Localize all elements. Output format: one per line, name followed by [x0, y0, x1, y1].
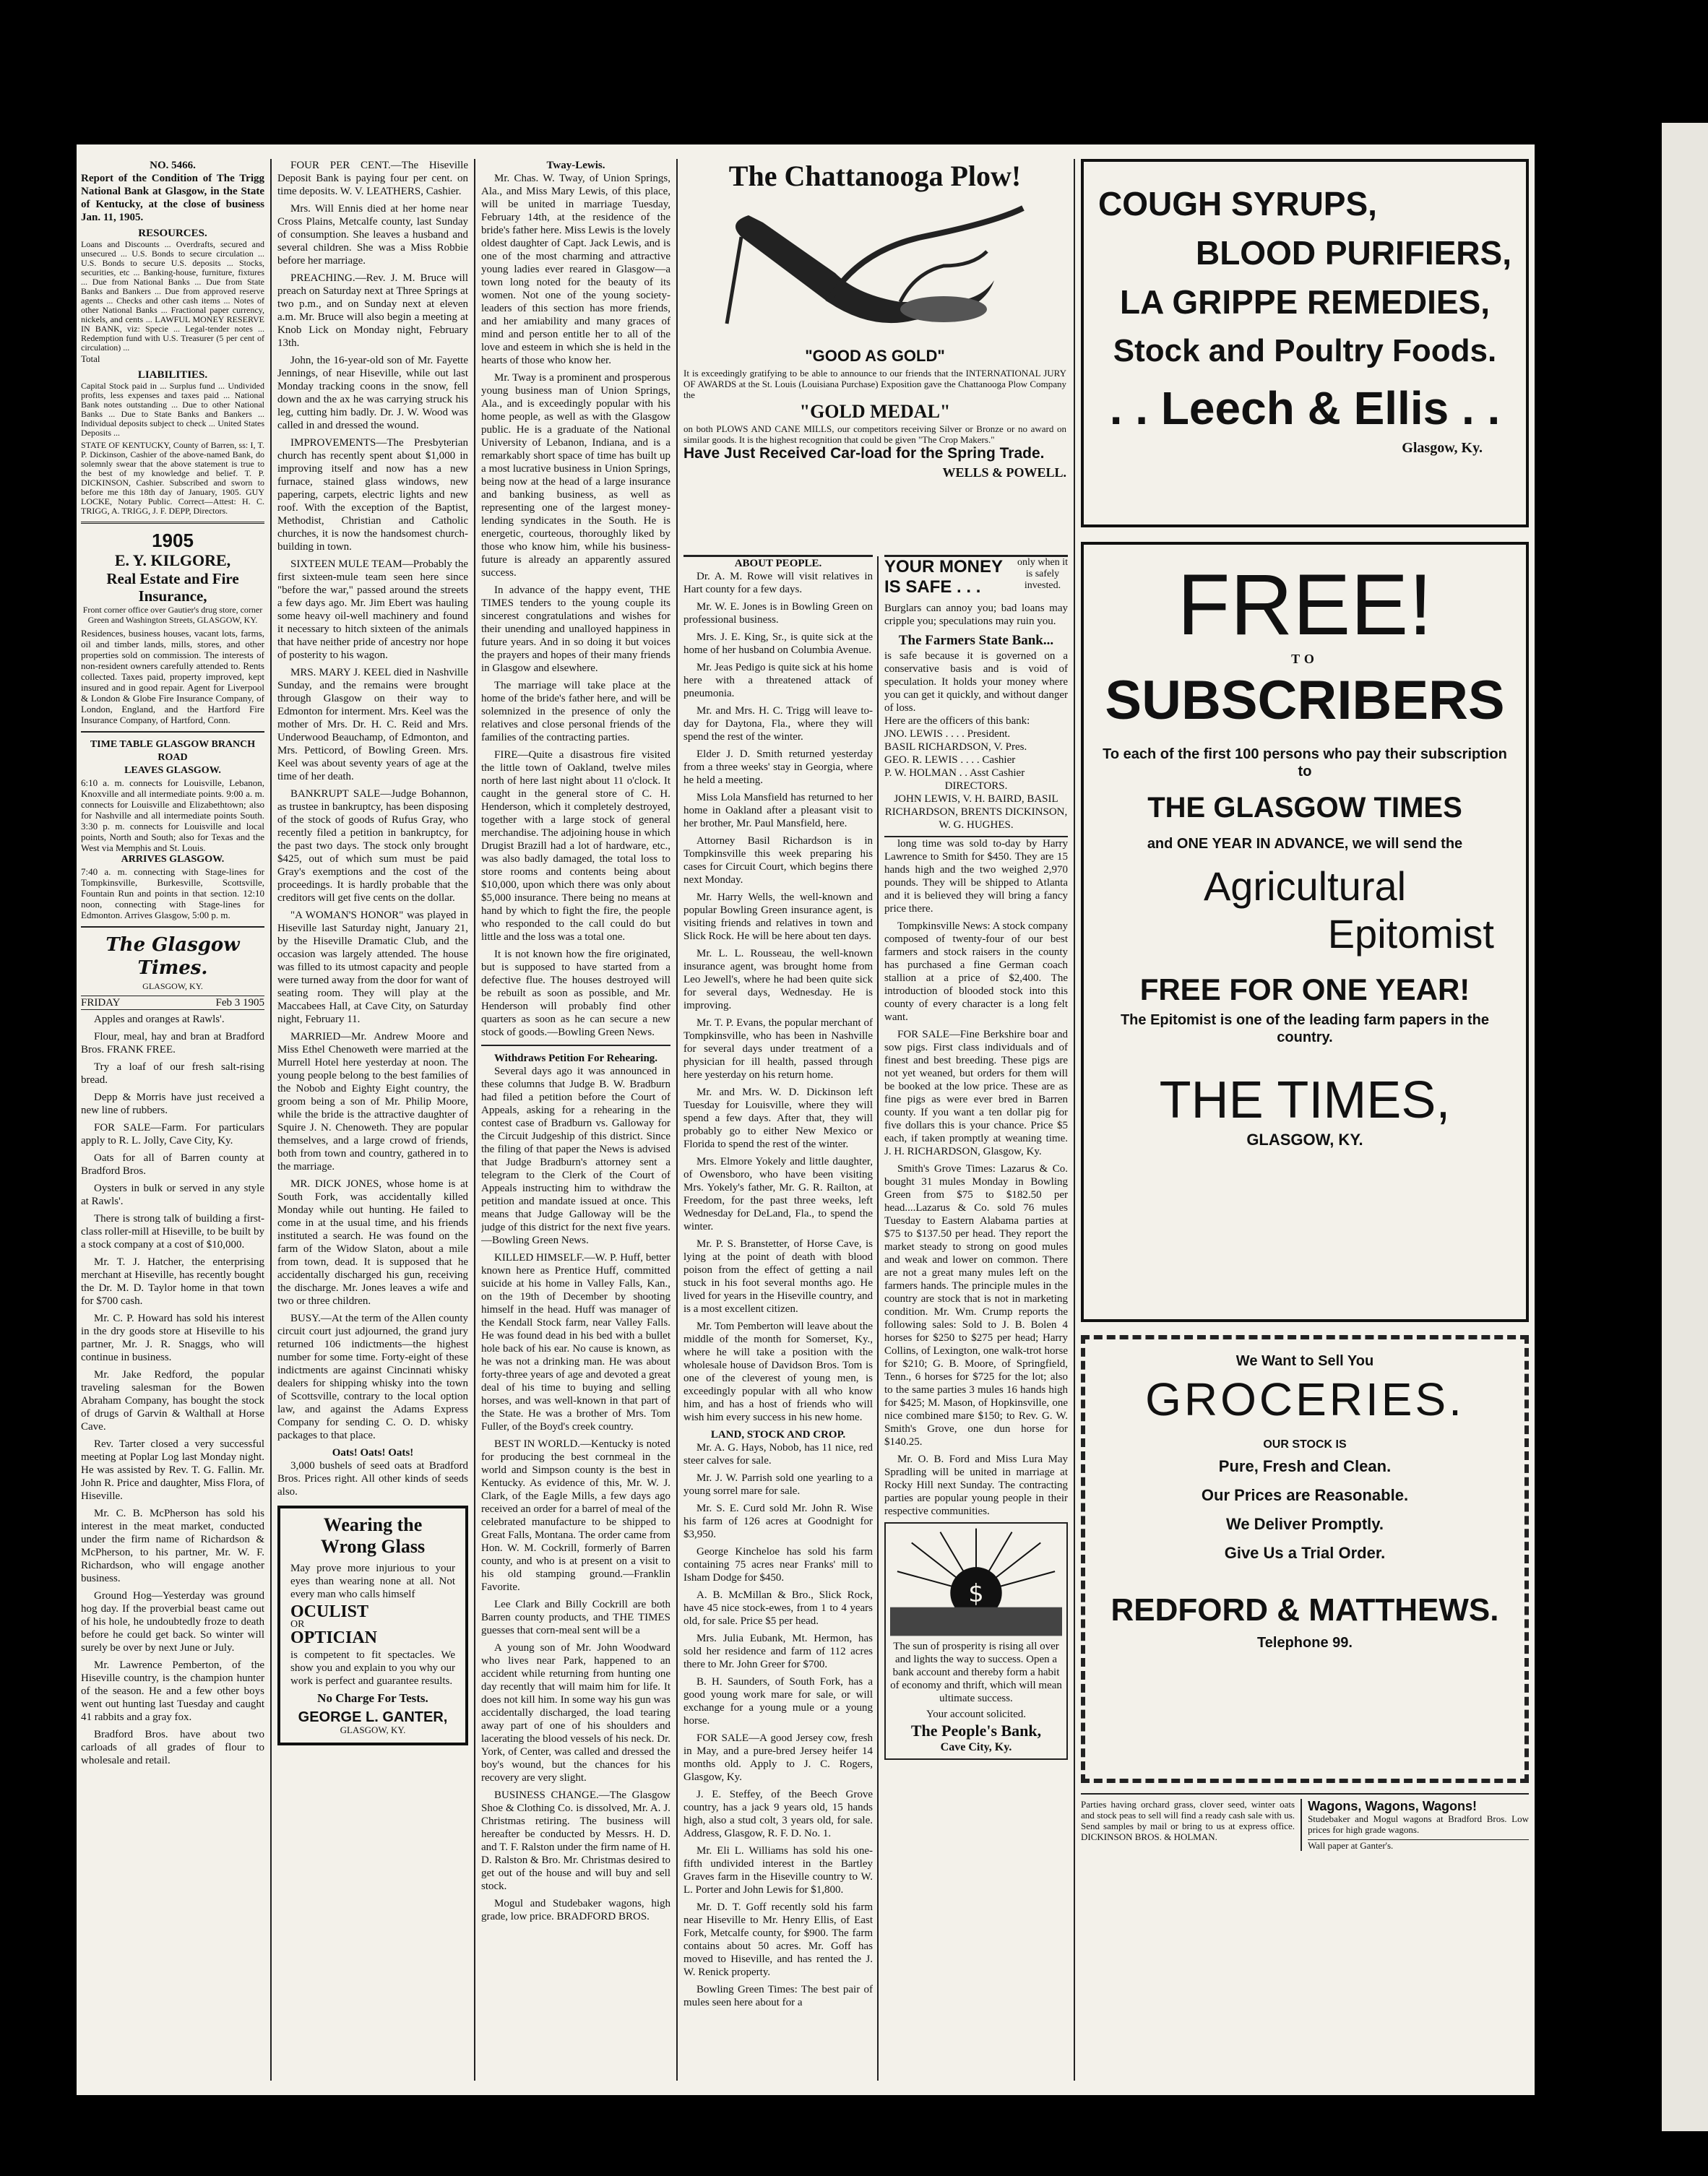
people-item: Mrs. Elmore Yokely and little daughter, of Owensboro, who have been visiting Mrs. Yokely's father, Mr. G. R. Railton, at Freedom, for the past three weeks, left Wednesday for DeLand, Fla., to spend the winter. — [683, 1156, 873, 1232]
groceries-ad — [1081, 1335, 1529, 1783]
report-heading: Report of the Condition of The Trigg National Bank at Glasgow, in the State of Kentucky, at the close of business Jan. 11, 1905. — [81, 173, 264, 223]
year-heading: 1905 — [152, 530, 194, 551]
plow-title: The Chattanooga Plow! — [728, 160, 1022, 192]
optician-title-1: Wearing the — [323, 1514, 423, 1535]
local-item: Oats for all of Barren county at Bradford Bros. — [81, 1152, 264, 1177]
plow-illustration — [683, 194, 1066, 345]
news-item: Mr. Chas. W. Tway, of Union Springs, Ala., and Miss Mary Lewis, of this place, will be united in marriage Tuesday, February 14th, at the residence of the bride's father here. Miss Lewis is the lovely oldest daughter of Capt. Jack Lewis, and is one of the most charming and attractive young ladies ever reared in Glasgow—a town long noted for the beauty of its women. Not one of the young society-leaders of this section has more friends, and her amiability and many graces of mind and person entitle her to all of the love and esteem in which she is held in the hearts of those who know her. — [481, 173, 670, 366]
people-item: Mr. L. L. Rousseau, the well-known insurance agent, was brought home from Leo Jewell's, where he had been quite sick for several days, Wednesday. He is improving. — [683, 948, 873, 1011]
news-item: "A WOMAN'S HONOR" was played in Hiseville last Saturday night, January 21, by the Hiseville Dramatic Club, and the occasion was largely attended. The house was filled to its utmost capacity and people were turned away from the door for want of seating room. They will play at the Maccabees Hall, at Cave City, on Saturday night, February 11. — [277, 910, 468, 1025]
free-year: FREE FOR ONE YEAR! — [1139, 972, 1470, 1006]
news-item: IMPROVEMENTS—The Presbyterian church has recently spent about $1,000 in improving itself and now has a new furnace, stained glass windows, new papering, carpets, electric lights and new roof. With the exception of the Baptist, Methodist, Christian and Catholic churches, it is now the handsomest church-building in town. — [277, 437, 468, 553]
plow-ad — [683, 159, 1066, 549]
liabilities-label: LIABILITIES. — [137, 369, 208, 381]
free-heading: FREE! — [1177, 556, 1433, 653]
optician-intro: May prove more injurious to your eyes than wearing none at all. Not every man who calls himself — [290, 1563, 455, 1600]
oats-text: 3,000 bushels of seed oats at Bradford Bros. Prices right. All other kinds of seeds also. — [277, 1460, 468, 1498]
money-title-1: YOUR MONEY — [884, 557, 1004, 577]
people-item: Mr. T. P. Evans, the popular merchant of Tompkinsville, who has been in Nashville for several days under treatment of a physician for ill health, passed through here yesterday on his return home. — [683, 1017, 873, 1081]
column-2 — [277, 159, 468, 2073]
groc-line-3: We Deliver Promptly. — [1225, 1515, 1384, 1533]
groc-name: REDFORD & MATTHEWS. — [1110, 1592, 1499, 1628]
agent-name: E. Y. KILGORE, — [114, 551, 231, 569]
market-item: Tompkinsville News: A stock company composed of twenty-four of our best farmers and stock raisers in the county has purchased a fine German coach stallion at a price of $2,400. The introduction of blooded stock into this county of every character is a long felt want. — [884, 920, 1068, 1023]
leaves-label: LEAVES GLASGOW. — [124, 765, 221, 776]
land-item: Mr. D. T. Goff recently sold his farm near Hiseville to Mr. Henry Ellis, of East Fork, Metcalfe county, for $900. The farm contains about 50 acres. Mr. Goff has moved to Hiseville, and has rented the J. W. Renick property. — [683, 1901, 873, 1978]
directors-label: DIRECTORS. — [944, 780, 1008, 792]
agent-title: Real Estate and Fire Insurance, — [106, 570, 239, 605]
free-note: The Epitomist is one of the leading farm papers in the country. — [1120, 1012, 1490, 1045]
news-item: KILLED HIMSELF.—W. P. Huff, better known here as Prentice Huff, committed suicide at his home in Valley Falls, Kan., on the 19th of December by shooting himself in the head. Huff was manager of the Kendall Stock farm, near Valley Falls. He was found dead in his bed with a bullet hole back of his ear. No cause is known, as he was not a drinking man. He was about forty-three years of age and devoted a great deal of his time to buying and selling horses, and was well-known in that part of the State. He was a brother of Mrs. Tom Fuller, of the Boyd's creek country. — [481, 1252, 670, 1433]
column-rule — [474, 159, 475, 2081]
money-aside: only when it is safely invested. — [1017, 557, 1068, 591]
state-attestation: STATE OF KENTUCKY, County of Barren, ss: I, T. P. Dickinson, Cashier of the above-named Bank, do solemnly swear that the above statement is true to the best of my knowledge and belief. T. P. DICKINSON, Cashier. Subscribed and sworn to before me this 18th day of January, 1905. GUY LOCKE, Notary Public. Correct—Attest: H. C. TRIGG, A. TRIGG, J. F. DEPP, Directors. — [81, 440, 264, 516]
wall-paper-notice: Wall paper at Ganter's. — [1308, 1839, 1529, 1851]
wagons-notice — [1302, 1799, 1529, 1851]
money-body: is safe because it is governed on a conservative basis and is void of speculation. It holds your money where you can get it quickly, and without danger of loss. — [884, 650, 1068, 714]
leech-ellis-ad — [1081, 159, 1529, 527]
bottom-ads — [1081, 1793, 1529, 1851]
land-item: Mrs. Julia Eubank, Mt. Hermon, has sold her residence and farm of 112 acres there to Mr. John Greer for $700. — [683, 1633, 873, 1670]
market-item: FOR SALE—Fine Berkshire boar and sow pigs. First class individuals and of finest and best breeding. These pigs are not yet weaned, but orders for them will be booked at the low price. These are as fine pigs as were ever bred in Barren county. If you want a ten dollar pig for five dollars this is your chance. Price $5 each, if taken promptly at weaning time. J. H. RICHARDSON, Glasgow, Ky. — [884, 1029, 1068, 1157]
people-item: Mr. P. S. Branstetter, of Horse Cave, is lying at the point of death with blood poison from the effect of getting a nail stuck in his foot several months ago. He lived for years in the Hiseville country, and is a most excellent citizen. — [683, 1238, 873, 1315]
market-item: Smith's Grove Times: Lazarus & Co. bought 31 mules Monday in Bowling Green from $75 to $182.50 per head....Lazarus & Co. sold 76 mules Tuesday to Eastern Alabama parties at $75 to $137.50 per head. They report the market steady to strong on good mules and weak and lower on common. There are not a great many mules left on the farmers hands. The principle mules in the country are stock that is not in marketing condition. Mr. Wm. Crump reports the following sales: Sold to J. B. Bolen 4 horses for $250 to $275 per head; Harry Collins, of Lexington, one walk-trot horse for $210; G. B. Moore, of Springfield, Tenn., 6 horses for $725 for the lot; also to the same parties 3 mules 16 hands high for $425; M. Mason, of Hopkinsville, one nice combined mare $150; to Rev. G. W. Smith's Grove, one dun horse for $140.25. — [884, 1163, 1068, 1448]
people-item: Mr. and Mrs. H. C. Trigg will leave to-day for Daytona, Fla., where they will spend the rest of the winter. — [683, 705, 873, 743]
column-6 — [1081, 159, 1529, 2073]
column-1 — [81, 159, 264, 2073]
column-rule — [270, 159, 272, 2081]
resources-label: RESOURCES. — [138, 228, 207, 239]
masthead-place: GLASGOW, KY. — [142, 981, 203, 991]
news-item: FOUR PER CENT.—The Hiseville Deposit Bank is paying four per cent. on time deposits. W. V. LEATHERS, Cashier. — [277, 160, 468, 197]
free-agri-1: Agricultural — [1203, 863, 1407, 909]
local-item: Oysters in bulk or served in any style at Rawls'. — [81, 1183, 264, 1207]
money-officers-intro: Here are the officers of this bank: — [884, 715, 1030, 727]
news-item: FIRE—Quite a disastrous fire visited the little town of Oakland, twelve miles north of here last night about 11 o'clock. It caught in the general store of C. H. Henderson, which it completely destroyed, together with a large stock of general merchandise. The adjoining house in which Drugist Brazill had a lot of hardware, etc., was also badly damaged, the total loss to store rooms and contents being about $10,000, upon which there was only about $5,000 insurance. There being no means at hand by which to fight the fire, the people who responded to the call could do but little and the loss was a total one. — [481, 749, 670, 943]
plow-received: Have Just Received Car-load for the Spring Trade. — [683, 445, 1045, 462]
groc-line-2: Our Prices are Reasonable. — [1201, 1486, 1409, 1504]
local-item: Flour, meal, hay and bran at Bradford Bros. FRANK FREE. — [81, 1031, 264, 1055]
local-item: Mr. Lawrence Pemberton, of the Hiseville country, is the champion hunter of the season. He and a few other boys went out hunting last Tuesday and caught 41 rabbits and a gray fox. — [81, 1659, 264, 1723]
peoples-bank-body: The sun of prosperity is rising all over and lights the way to success. Open a bank account and thereby form a habit of economy and thrift, which will mean ultimate success. — [890, 1641, 1062, 1704]
people-heading: ABOUT PEOPLE. — [734, 558, 822, 569]
land-item: B. H. Saunders, of South Fork, has a good young work mare for sale, or will exchange for a young mule or a young horse. — [683, 1676, 873, 1727]
money-lead: Burglars can annoy you; bad loans may cripple you; speculations may ruin you. — [884, 603, 1068, 627]
optician-oculist: OCULIST — [290, 1602, 369, 1621]
column-4 — [683, 555, 873, 2074]
news-item: It is not known how the fire originated, but is supposed to have started from a defective flue. The houses destroyed will be rebuilt as soon as possible, and Mr. Henderson will probably find other quarters as soon as he can secure a new stock of goods.—Bowling Green News. — [481, 949, 670, 1038]
plow-slogan: "GOOD AS GOLD" — [805, 347, 945, 365]
news-item: MRS. MARY J. KEEL died in Nashville Sunday, and the remains were brought through Glasgow on their way to Edmonton for interment. Mrs. Keel was the mother of Mrs. Dr. H. C. Reid and Mrs. Underwood Beauchamp, of Edmonton, and Mrs. Petticord, of Bowling Green. Mrs. Keel was about seventy years of age at the time of her death. — [277, 667, 468, 782]
news-item: Lee Clark and Billy Cockrill are both Barren county products, and THE TIMES guesses that corn-meal sent will be a — [481, 1599, 670, 1636]
optician-name: GEORGE L. GANTER, — [298, 1709, 448, 1725]
svg-text:$: $ — [968, 1579, 984, 1607]
news-item: The marriage will take place at the home of the bride's father here, and will be solemnized in the presence of only the relatives and close personal friends of the families of the contracting parties. — [481, 680, 670, 743]
optician-title-2: Wrong Glass — [320, 1536, 426, 1557]
free-subscribers-ad — [1081, 542, 1529, 1322]
free-times: THE TIMES, — [1159, 1071, 1451, 1129]
directors: JOHN LEWIS, V. H. BAIRD, BASIL RICHARDSON, BRENTS DICKINSON, W. G. HUGHES. — [884, 793, 1068, 831]
officer: P. W. HOLMAN . . Asst Cashier — [884, 767, 1025, 779]
local-item: Mr. Jake Redford, the popular traveling salesman for the Bowen Abraham Company, has bought the stock of drugs of Garvin & Walthall at Horse Cave. — [81, 1369, 264, 1433]
news-item: BUSINESS CHANGE.—The Glasgow Shoe & Clothing Co. is dissolved, Mr. A. J. Christmas retiring. The business will hereafter be conducted by Messrs. H. D. and T. F. Ralston under the firm name of H. D. Ralston & Bro. Mr. Christmas desired to get out of the house and will buy and sell stock. — [481, 1789, 670, 1892]
withdraws-heading: Withdraws Petition For Rehearing. — [493, 1053, 658, 1064]
news-item: BEST IN WORLD.—Kentucky is noted for producing the best cornmeal in the world and Simpson county is the best in Kentucky. As evidence of this, Mr. W. J. Clark, of the Eagle Mills, a few days ago received an order for a barrel of meal of the celebrated manufacture to be shipped to Great Falls, Montana. The order came from Hon. W. M. Cockrill, formerly of Barren county, and who is at present on a visit to his old stamping ground.—Franklin Favorite. — [481, 1438, 670, 1593]
column-rule — [676, 159, 678, 2081]
news-item: A young son of Mr. John Woodward who lives near Park, happened to an accident while returning from hunting one day recently that will maim him for life. It does not kill him. In some way his gun was accidentally discharged, the load tearing away part of one of his shoulders and lacerating the blood vessels of his neck. Dr. York, of Center, was called and dressed the boy's wound, but the chances for his recovery are very slight. — [481, 1642, 670, 1784]
news-item: Mrs. Will Ennis died at her home near Cross Plains, Metcalfe county, last Sunday of consumption. She leaves a husband and several children. She was a Miss Robbie before her marriage. — [277, 203, 468, 267]
local-item: Apples and oranges at Rawls'. — [94, 1014, 225, 1025]
local-item: Mr. T. J. Hatcher, the enterprising merchant at Hiseville, has recently bought the Dr. M. D. Taylor home in that town for $700 cash. — [81, 1256, 264, 1307]
plow-detail: on both PLOWS AND CANE MILLS, our competitors receiving Silver or Bronze or no award on similar goods. It is the highest recognition that could be given "The Crop Makers." — [683, 423, 1066, 445]
news-item: BUSY.—At the term of the Allen county circuit court just adjourned, the grand jury returned 106 indictments—the highest number for some time. Forty-eight of these indictments are against Cincinnati whisky dealers for shipping whisky into the town of Scottsville, contrary to the local option law, and against the Adams Express Company for sending C. O. D. whisky packages to that place. — [277, 1313, 468, 1441]
divider — [81, 926, 264, 928]
news-item: MARRIED—Mr. Andrew Moore and Miss Ethel Chenoweth were married at the Murrell Hotel here yesterday at noon. The young people belong to the best families of the Nobob and Eighty Eight country, the groom being a son of Mr. Philip Moore, while the bride is the attractive daughter of Squire J. N. Chenoweth. They are popular themselves, and a large crowd of friends, both from town and country, gathered in to the marriage. — [277, 1031, 468, 1173]
money-titles — [884, 557, 1003, 597]
divider — [481, 1045, 670, 1046]
leech-line-4: Stock and Poultry Foods. — [1113, 333, 1497, 368]
oats-heading: Oats! Oats! Oats! — [332, 1447, 414, 1459]
news-item: Several days ago it was announced in these columns that Judge B. W. Bradburn had filed a petition before the Court of Appeals, asking for a rehearing in the contest case of Bradburn vs. Galloway for the Circuit Judgeship of this district. Since the filing of that paper the News is advised that Judge Bradburn's attorney sent a telegram to the Clerk of the Court of Appeals instructing him to withdraw the petition and mandate issued at once. This means that Judge Galloway will be the judge of this district for the next five years.—Bowling Green News. — [481, 1066, 670, 1246]
market-item: long time was sold to-day by Harry Lawrence to Smith for $450. They are 15 hands high and the two weighed 2,970 pounds. They will be shipped to Atlanta and it is believed they will bring a fancy price there. — [884, 838, 1068, 915]
local-items — [81, 1013, 264, 1767]
local-item: Try a loaf of our fresh salt-rising bread. — [81, 1061, 264, 1086]
officer: BASIL RICHARDSON, V. Pres. — [884, 741, 1027, 753]
leech-line-1: COUGH SYRUPS, — [1098, 185, 1377, 223]
dateline-day: FRIDAY — [81, 997, 121, 1009]
seed-notice: Parties having orchard grass, clover seed, winter oats and stock peas to sell will find a ready cash sale with us. Send samples by mail or bring to us at express office. DICKINSON BROS. & HOLMAN. — [1081, 1799, 1302, 1851]
people-item: Elder J. D. Smith returned yesterday from a three weeks' stay in Georgia, where he held a meeting. — [683, 748, 873, 786]
agent-text: Residences, business houses, vacant lots, farms, oil and timber lands, mills, stores, and other properties sold on commission. The interests of non-resident owners carefully attended to. Rents collected. Taxes paid, property improved, kept insured and in good repair. Agent for Liverpool & London & Globe Fire Insurance Company, of London, England, and the Hartford Fire Insurance Company, of Hartford, Conn. — [81, 628, 264, 725]
newspaper-page — [77, 144, 1535, 2095]
news-item: BANKRUPT SALE—Judge Bohannon, as trustee in bankruptcy, has been disposing of the stock of goods of Rufus Gray, who recently filed a petition in bankruptcy, for the past two days. The stock only brought $425, out of which sum must be paid Gray's exemptions and the cost of the proceedings. It is hardly probable that the creditors will get five cents on the dollar. — [277, 788, 468, 904]
peoples-bank-place: Cave City, Ky. — [940, 1741, 1012, 1753]
divider — [81, 522, 264, 524]
dateline — [81, 996, 264, 1010]
people-item: Mr. Jeas Pedigo is quite sick at his home here with a threatened attack of pneumonia. — [683, 662, 873, 699]
news-item: PREACHING.—Rev. J. M. Bruce will preach on Saturday next at Three Springs at two p.m., and on Sunday next at eleven a.m. Mr. Bruce will also begin a meeting at Knob Lick on Monday night, February 13th. — [277, 272, 468, 349]
optician-or: OR — [290, 1619, 305, 1630]
column-3 — [481, 159, 670, 2073]
arrives-text: 7:40 a. m. connecting with Stage-lines for Tompkinsville, Burkesville, Scottsville, Fountain Run and points in that section. 12:10 noon, connecting with Stage-lines for Edmonton. Arrives Glasgow, 5:00 p. m. — [81, 866, 264, 920]
land-heading: LAND, STOCK AND CROP. — [710, 1429, 846, 1441]
people-item: Mr. Tom Pemberton will leave about the middle of the month for Somerset, Ky., where he will take a position with the wholesale house of Davidson Bros. Tom is one of the cleverest of young men, is exceedingly popular with all who know him, and has a host of friends who will wish him every success in his new home. — [683, 1321, 873, 1423]
local-item: FOR SALE—Farm. For particulars apply to R. L. Jolly, Cave City, Ky. — [81, 1122, 264, 1147]
free-to: TO — [1291, 652, 1319, 666]
free-subscribers: SUBSCRIBERS — [1105, 670, 1505, 731]
money-ad — [884, 557, 1068, 837]
people-item: Mr. Harry Wells, the well-known and popular Bowling Green insurance agent, is visiting friends and relatives in town and Slick Rock. He will be here about ten days. — [683, 891, 873, 942]
money-bank: The Farmers State Bank... — [898, 633, 1054, 648]
optician-body: is competent to fit spectacles. We show you and explain to you why our work is perfect and guarantee results. — [290, 1649, 455, 1687]
arrives-label: ARRIVES GLASGOW. — [121, 854, 225, 865]
local-item: Depp & Morris have just received a new line of rubbers. — [81, 1092, 264, 1116]
land-item: Mr. S. E. Curd sold Mr. John R. Wise his farm of 126 acres at Goodnight for $3,950. — [683, 1503, 873, 1540]
rising-sun-icon — [890, 1528, 1062, 1636]
groc-want: We Want to Sell You — [1235, 1353, 1374, 1369]
leech-place: Glasgow, Ky. — [1402, 440, 1483, 456]
optician-free: No Charge For Tests. — [317, 1691, 428, 1705]
optician-ad — [277, 1506, 468, 1745]
plow-intro: It is exceedingly gratifying to be able to announce to our friends that the INTERNATIONAL JURY OF AWARDS at the St. Louis (Louisiana Purchase) Exposition gave the Chattanooga Plow Company the — [683, 368, 1066, 400]
people-item: Dr. A. M. Rowe will visit relatives in Hart county for a few days. — [683, 571, 873, 595]
groc-line-1: Pure, Fresh and Clean. — [1218, 1457, 1392, 1475]
land-item: A. B. McMillan & Bro., Slick Rock, have 45 nice stock-ewes, from 1 to 4 years old, for sale. Price $5 per head. — [683, 1589, 873, 1627]
news-item: In advance of the happy event, THE TIMES tenders to the young couple its sincerest congratulations and wishes for their unending and unalloyed happiness in future years. And in so doing it but voices the prayers and hopes of their many friends in Glasgow and elsewhere. — [481, 584, 670, 674]
agent-address: Front corner office over Gautier's drug store, corner Green and Washington Streets, GLASGOW, KY. — [82, 605, 263, 625]
column-rule — [1074, 159, 1075, 2081]
people-item: Mr. W. E. Jones is in Bowling Green on professional business. — [683, 601, 873, 626]
leech-name: . . Leech & Ellis . . — [1109, 382, 1501, 434]
liabilities-text: Capital Stock paid in ... Surplus fund ... Undivided profits, less expenses and taxes paid ... National Bank notes outstanding ... Due to other National Banks ... Due to State Banks and Bankers ... Individual deposits subject to check ... United States Deposits ... — [81, 381, 264, 438]
groc-phone: Telephone 99. — [1257, 1635, 1353, 1651]
local-item: Mr. C. B. McPherson has sold his interest in the meat market, conducted under the firm name of Richardson & McPherson, to his partner, Mr. W. F. Richardson, who will engage another business. — [81, 1508, 264, 1584]
total-label: Total — [81, 353, 100, 364]
peoples-bank-name: The People's Bank, — [910, 1722, 1042, 1740]
leech-line-3: LA GRIPPE REMEDIES, — [1119, 283, 1491, 321]
land-item: Mr. J. W. Parrish sold one yearling to a young sorrel mare for sale. — [683, 1472, 873, 1497]
land-item: Bowling Green Times: The best pair of mules seen here about for a — [683, 1984, 873, 2008]
peoples-bank-solicit: Your account solicited. — [926, 1709, 1027, 1720]
free-agri-2: Epitomist — [1327, 911, 1494, 957]
local-item: Bradford Bros. have about two carloads of all grades of flour to wholesale and retail. — [81, 1729, 264, 1766]
adjacent-page-edge — [1662, 123, 1708, 2131]
free-advance: and ONE YEAR IN ADVANCE, we will send the — [1147, 836, 1463, 852]
plow-medal: "GOLD MEDAL" — [799, 401, 951, 422]
masthead: The Glasgow Times. — [105, 934, 240, 979]
local-item: Ground Hog—Yesterday was ground hog day. If the proverbial beast came out of his hole, he undoubtedly froze to death before he could get back. So winter will surely be over by next June or July. — [81, 1590, 264, 1654]
land-item: Mr. A. G. Hays, Nobob, has 11 nice, red steer calves for sale. — [683, 1442, 873, 1467]
leech-line-2: BLOOD PURIFIERS, — [1195, 234, 1511, 272]
officer: JNO. LEWIS . . . . President. — [884, 728, 1011, 740]
land-item: Mr. Eli L. Williams has sold his one-fifth undivided interest in the Bartley Graves farm in the Hiseville country to W. L. Porter and John Lewis for $1,800. — [683, 1845, 873, 1896]
timetable-title: TIME TABLE GLASGOW BRANCH ROAD — [90, 739, 256, 763]
column-rule — [877, 556, 879, 2081]
people-item: Attorney Basil Richardson is in Tompkinsville this week preparing his cases for Circuit Court, which begins there next Monday. — [683, 835, 873, 886]
divider — [81, 731, 264, 733]
groc-title: GROCERIES. — [1145, 1373, 1465, 1425]
money-title-2: IS SAFE . . . — [884, 577, 981, 597]
groc-line-4: Give Us a Trial Order. — [1224, 1544, 1386, 1562]
optician-place: GLASGOW, KY. — [340, 1724, 406, 1735]
peoples-bank-ad — [884, 1522, 1068, 1760]
resources-text: Loans and Discounts ... Overdrafts, secured and unsecured ... U.S. Bonds to secure circulation ... U.S. Bonds to secure U.S. deposits ... Stocks, securities, etc ... Banking-house, furniture, fixtures ... Due from National Banks ... Due from State Banks and Bankers ... Due from approved reserve agents ... Checks and other cash items ... Notes of other National Banks ... Fractional paper currency, nickels, and cents ... LAWFUL MONEY RESERVE IN BANK, viz: Specie ... Legal-tender notes ... Redemption fund with U.S. Treasurer (5 per cent of circulation) ... — [81, 239, 264, 353]
dateline-date: Feb 3 1905 — [215, 997, 264, 1009]
news-item: Mogul and Studebaker wagons, high grade, low price. BRADFORD BROS. — [481, 1898, 670, 1922]
free-offer: To each of the first 100 persons who pay their subscription to — [1103, 746, 1507, 780]
local-item: Rev. Tarter closed a very successful meeting at Poplar Log last Monday night. He was assisted by Rev. T. G. Fallin. Mr. John R. Price and daughter, Miss Flora, of Hiseville. — [81, 1438, 264, 1502]
wagons-body: Studebaker and Mogul wagons at Bradford Bros. Low prices for high grade wagons. — [1308, 1813, 1529, 1835]
money-header — [884, 557, 1068, 597]
people-item: Mr. and Mrs. W. D. Dickinson left Tuesday for Louisville, where they will spend a few days. After that, they will probably go to either New Mexico or Florida to spend the rest of the winter. — [683, 1087, 873, 1150]
leaves-text: 6:10 a. m. connects for Louisville, Lebanon, Knoxville and all intermediate points. 9:00 a. m. connects for Louisville and Elizabethtown; also for Nashville and all intermediate points South. 3:30 p. m. connects for Louisville and local points, North and South; also for Texas and the West via Memphis and St. Louis. — [81, 777, 264, 853]
news-item: Mr. Tway is a prominent and prosperous young business man of Union Springs, Ala., and is exceedingly popular with his home people, as well as with the Glasgow public. He is a graduate of the National University of Lebanon, Indiana, and is a remarkably short space of time has built up a most lucrative business in Union Springs, being now at the head of a large insurance and banking business, as well as representing one of the largest money-lending syndicates in the South. He is energetic, courteous, thoroughly liked by those who know him, while his business-future is already an apparently assured success. — [481, 372, 670, 579]
news-item: MR. DICK JONES, whose home is at South Fork, was accidentally killed Monday while out hunting. He failed to come in at the usual time, and his friends instituted a search. He was found on the farm of the Widow Slaton, about a mile from town, dead. It is supposed that he accidentally discharged his gun, receiving the discharge. Mr. Jones leaves a wife and two or three children. — [277, 1178, 468, 1307]
news-item: John, the 16-year-old son of Mr. Fayette Jennings, of near Hiseville, while out last Monday tracking coons in the snow, fell down and the ax he was carrying struck his leg, cutting him badly. Dr. J. W. Wood was called in and dressed the wound. — [277, 355, 468, 431]
people-item: Miss Lola Mansfield has returned to her home in Oakland after a pleasant visit to her brother, Mr. Paul Mansfield, here. — [683, 792, 873, 829]
news-item: SIXTEEN MULE TEAM—Probably the first sixteen-mule team seen here since "before the war," passed around the streets a few days ago. Mr. Jim Ebert was hauling some heavy oil-well machinery and found it necessary to hitch sixteen of the animals that have neither pride of ancestry nor hope of posterity to his wagon. — [277, 558, 468, 661]
groc-stock: OUR STOCK IS — [1263, 1438, 1347, 1451]
plow-seller: WELLS & POWELL. — [942, 465, 1066, 480]
free-paper: THE GLASGOW TIMES — [1147, 792, 1462, 824]
optician-word: OPTICIAN — [290, 1628, 378, 1647]
local-item: There is strong talk of building a first-class roller-mill at Hiseville, to be built by a stock company at a cost of $10,000. — [81, 1213, 264, 1251]
local-item: Mr. C. P. Howard has sold his interest in the dry goods store at Hiseville to his partner, Mr. J. R. Snaggs, who will continue in business. — [81, 1313, 264, 1363]
market-item: Mr. O. B. Ford and Miss Lura May Spradling will be united in marriage at Rocky Hill next Sunday. The contracting parties are popular young people in their respective communities. — [884, 1454, 1068, 1517]
people-item: Mrs. J. E. King, Sr., is quite sick at the home of her husband on Columbia Avenue. — [683, 631, 873, 656]
column-5 — [884, 555, 1068, 2074]
free-place: GLASGOW, KY. — [1246, 1131, 1363, 1149]
tway-lewis-heading: Tway-Lewis. — [546, 160, 605, 171]
land-item: George Kincheloe has sold his farm containing 75 acres near Franks' mill to Isham Dodge for $450. — [683, 1546, 873, 1584]
land-item: FOR SALE—A good Jersey cow, fresh in May, and a pure-bred Jersey heifer 14 months old. Apply to J. C. Rogers, Glasgow, Ky. — [683, 1732, 873, 1783]
wagons-title: Wagons, Wagons, Wagons! — [1308, 1799, 1478, 1813]
report-number: NO. 5466. — [150, 160, 196, 171]
land-item: J. E. Steffey, of the Beech Grove country, has a jack 9 years old, 15 hands high, also a stud colt, 3 years old, for sale. Address, Glasgow, R. F. D. No. 1. — [683, 1789, 873, 1839]
officer: GEO. R. LEWIS . . . . Cashier — [884, 754, 1016, 766]
